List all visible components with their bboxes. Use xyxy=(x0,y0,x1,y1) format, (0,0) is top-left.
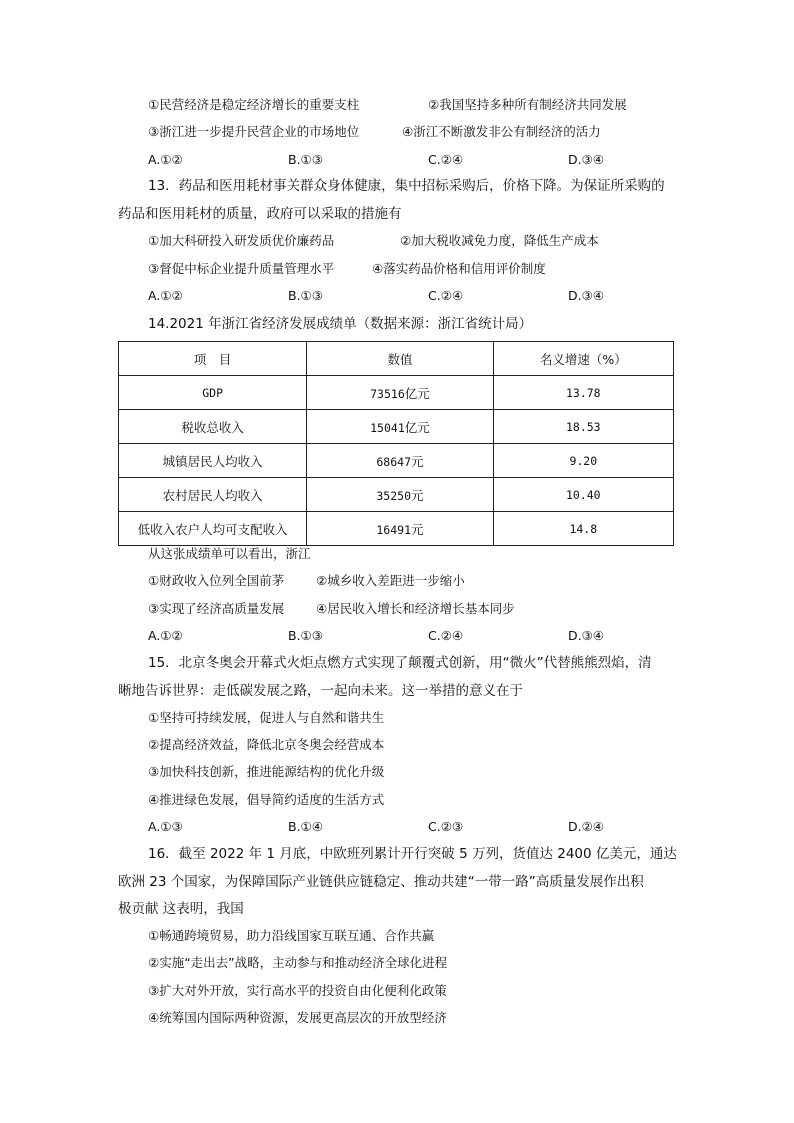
row-growth: 18.53 xyxy=(493,410,673,444)
q13-stem-line-2: 药品和医用耗材的质量，政府可以采取的措施有 xyxy=(118,206,402,222)
table-row xyxy=(119,376,674,410)
table-row xyxy=(119,444,674,478)
q16-stem-line-3: 极贡献 这表明，我国 xyxy=(118,901,244,917)
row-growth: 10.40 xyxy=(493,478,673,512)
q12-choice-d: D.③④ xyxy=(568,152,605,167)
q16-statement-1: ①畅通跨境贸易，助力沿线国家互联互通、合作共赢 xyxy=(148,928,435,943)
q12-statement-1: ①民营经济是稳定经济增长的重要支柱 xyxy=(148,97,360,112)
q14-stem: 14.2021 年浙江省经济发展成绩单（数据来源：浙江省统计局） xyxy=(148,316,533,332)
table-row xyxy=(119,478,674,512)
q14-choice-b: B.①③ xyxy=(288,628,323,643)
header-item: 项 目 xyxy=(119,342,307,376)
q16-stem-line-1: 16．截至 2022 年 1 月底，中欧班列累计开行突破 5 万列，货值达 2400 亿美元，通达 xyxy=(148,846,677,862)
row-item: 农村居民人均收入 xyxy=(119,478,307,512)
q12-choice-c: C.②④ xyxy=(428,152,464,167)
q13-statement-2: ②加大税收减免力度，降低生产成本 xyxy=(400,233,599,248)
q13-choice-a: A.①② xyxy=(148,288,183,303)
q15-statement-3: ③加快科技创新，推进能源结构的优化升级 xyxy=(148,764,385,779)
q14-choice-d: D.③④ xyxy=(568,628,605,643)
q14-statement-2: ②城乡收入差距进一步缩小 xyxy=(316,573,465,588)
q12-choice-a: A.①② xyxy=(148,152,183,167)
q12-statement-2: ②我国坚持多种所有制经济共同发展 xyxy=(428,97,627,112)
row-item: GDP xyxy=(119,376,307,410)
q14-choice-a: A.①② xyxy=(148,628,183,643)
q12-statement-3: ③浙江进一步提升民营企业的市场地位 xyxy=(148,124,360,139)
row-growth: 9.20 xyxy=(493,444,673,478)
q13-statement-1: ①加大科研投入研发质优价廉药品 xyxy=(148,233,335,248)
q15-statement-2: ②提高经济效益，降低北京冬奥会经营成本 xyxy=(148,737,385,752)
economic-results-table xyxy=(118,341,674,546)
q15-choice-d: D.②④ xyxy=(568,819,605,834)
q14-statement-1: ①财政收入位列全国前茅 xyxy=(148,573,285,588)
row-item: 城镇居民人均收入 xyxy=(119,444,307,478)
row-value: 73516亿元 xyxy=(307,376,493,410)
table-row xyxy=(119,512,674,546)
q15-choice-b: B.①④ xyxy=(288,819,323,834)
q13-statement-4: ④落实药品价格和信用评价制度 xyxy=(372,261,546,276)
header-value: 数值 xyxy=(307,342,493,376)
table-row xyxy=(119,410,674,444)
q16-statement-4: ④统筹国内国际两种资源，发展更高层次的开放型经济 xyxy=(148,1010,447,1025)
q15-choice-c: C.②③ xyxy=(428,819,464,834)
q12-statement-4: ④浙江不断激发非公有制经济的活力 xyxy=(402,124,601,139)
q13-stem-line-1: 13．药品和医用耗材事关群众身体健康，集中招标采购后，价格下降。为保证所采购的 xyxy=(148,178,665,194)
q14-choice-c: C.②④ xyxy=(428,628,464,643)
q14-after-text: 从这张成绩单可以看出，浙江 xyxy=(148,546,311,561)
q15-choice-a: A.①③ xyxy=(148,819,183,834)
q15-stem-line-2: 晰地告诉世界：走低碳发展之路，一起向未来。这一举措的意义在于 xyxy=(118,683,523,699)
q14-statement-3: ③实现了经济高质量发展 xyxy=(148,601,285,616)
q16-statement-2: ②实施“走出去”战略，主动参与和推动经济全球化进程 xyxy=(148,955,448,970)
row-value: 16491元 xyxy=(307,512,493,546)
row-value: 15041亿元 xyxy=(307,410,493,444)
q13-choice-c: C.②④ xyxy=(428,288,464,303)
q16-statement-3: ③扩大对外开放，实行高水平的投资自由化便利化政策 xyxy=(148,983,447,998)
row-growth: 13.78 xyxy=(493,376,673,410)
q12-choice-b: B.①③ xyxy=(288,152,323,167)
q13-choice-d: D.③④ xyxy=(568,288,605,303)
row-item: 税收总收入 xyxy=(119,410,307,444)
q13-choice-b: B.①③ xyxy=(288,288,323,303)
row-value: 68647元 xyxy=(307,444,493,478)
q15-stem-line-1: 15．北京冬奥会开幕式火炬点燃方式实现了颠覆式创新，用“微火”代替熊熊烈焰，清 xyxy=(148,655,652,671)
row-value: 35250元 xyxy=(307,478,493,512)
q13-statement-3: ③督促中标企业提升质量管理水平 xyxy=(148,261,335,276)
row-item: 低收入农户人均可支配收入 xyxy=(119,512,307,546)
q15-statement-4: ④推进绿色发展，倡导简约适度的生活方式 xyxy=(148,792,385,807)
table-header-row xyxy=(119,342,674,376)
header-growth: 名义增速（%） xyxy=(493,342,673,376)
q15-statement-1: ①坚持可持续发展，促进人与自然和谐共生 xyxy=(148,710,385,725)
q14-statement-4: ④居民收入增长和经济增长基本同步 xyxy=(316,601,515,616)
q16-stem-line-2: 欧洲 23 个国家，为保障国际产业链供应链稳定、推动共建“一带一路”高质量发展作出积 xyxy=(118,874,644,890)
row-growth: 14.8 xyxy=(493,512,673,546)
